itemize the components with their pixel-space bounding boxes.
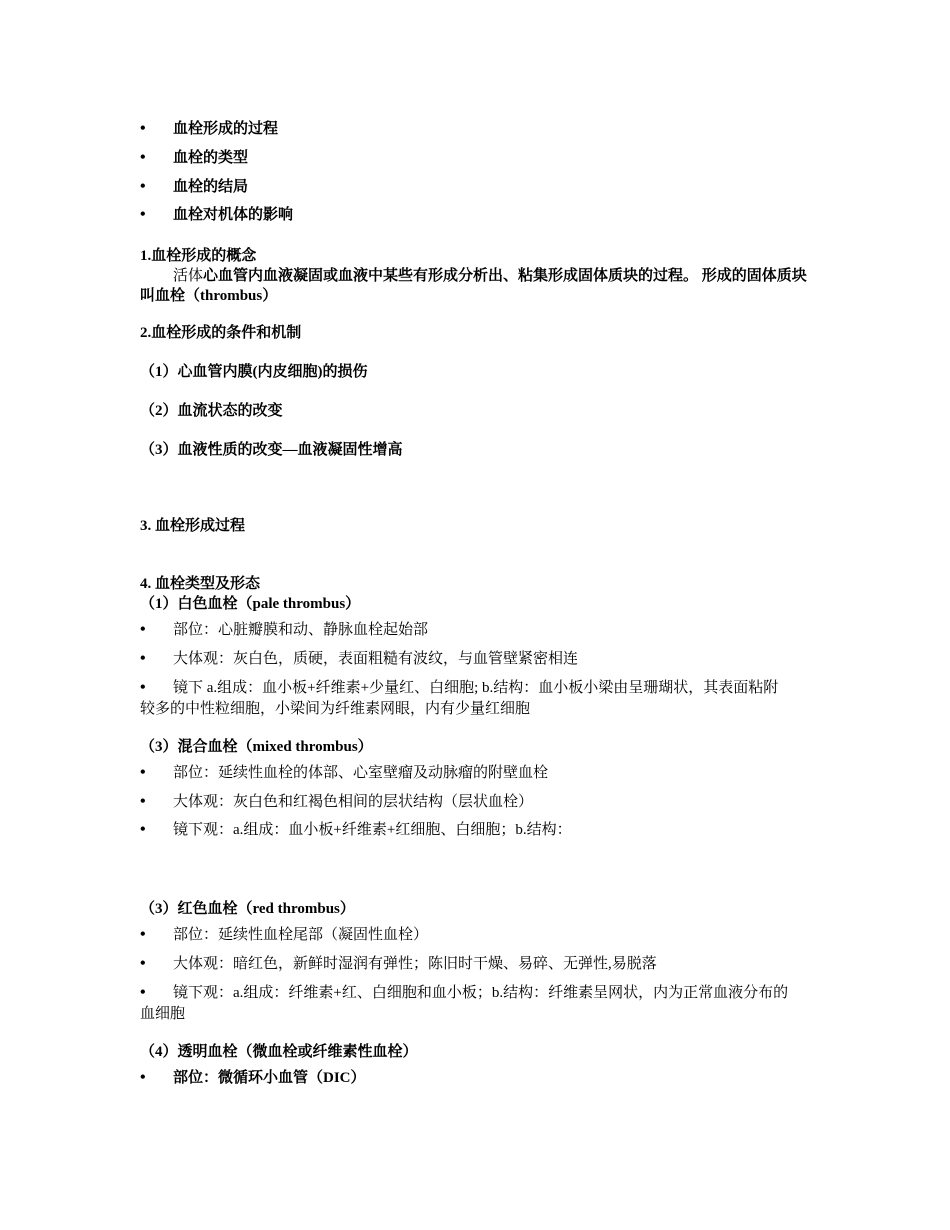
section2-item: （1）心血管内膜(内皮细胞)的损伤 xyxy=(140,364,368,380)
section4-heading: 4. 血栓类型及形态 xyxy=(140,576,261,592)
mixed-thrombus-title: （3）混合血栓（mixed thrombus） xyxy=(140,739,373,755)
bullet-icon: • xyxy=(140,821,146,838)
bullet-icon: • xyxy=(140,120,146,137)
section1-heading: 1.血栓形成的概念 xyxy=(140,248,257,264)
section2-heading: 2.血栓形成的条件和机制 xyxy=(140,325,302,341)
bullet-icon: • xyxy=(140,1069,146,1086)
bullet-icon: • xyxy=(140,178,146,195)
bullet-icon: • xyxy=(140,206,146,223)
bullet-icon: • xyxy=(140,764,146,781)
section1-text-main: 心血管内血液凝固或血液中某些有形成分析出、粘集形成固体质块的过程。 形成的固体质块叫血栓（thrombus） xyxy=(140,268,807,304)
bullet-icon: • xyxy=(140,679,146,696)
red-thrombus-title: （3）红色血栓（red thrombus） xyxy=(140,901,355,917)
section2-item: （3）血液性质的改变—血液凝固性增高 xyxy=(140,442,403,458)
hyaline-thrombus-title: （4）透明血栓（微血栓或纤维素性血栓） xyxy=(140,1044,418,1060)
bullet-icon: • xyxy=(140,650,146,667)
section3-heading: 3. 血栓形成过程 xyxy=(140,518,246,534)
white-thrombus-title: （1）白色血栓（pale thrombus） xyxy=(140,596,361,612)
section1-text xyxy=(140,266,812,306)
bullet-icon: • xyxy=(140,955,146,972)
bullet-icon: • xyxy=(140,926,146,943)
white-thrombus-micro-cont: 较多的中性粒细胞，小梁间为纤维素网眼，内有少量红细胞 xyxy=(140,701,531,717)
bullet-icon: • xyxy=(140,793,146,810)
bullet-icon: • xyxy=(140,621,146,638)
red-thrombus-micro-cont: 血细胞 xyxy=(140,1006,186,1022)
bullet-icon: • xyxy=(140,149,146,166)
section2-item: （2）血流状态的改变 xyxy=(140,403,283,419)
bullet-icon: • xyxy=(140,984,146,1001)
document-page: • 血栓形成的过程 • 血栓的类型 • 血栓的结局 • 血栓对机体的影响 1.血栓形成的概念 活体心血管内血液凝固或血液中某些有形成分析出、粘集形成固体质块的过程。 形成的固体质块叫血栓（thrombus） 2.血栓形成的条件和机制 （1）心血管内膜(内皮细胞)的损伤 （2）血流状态的改变 （3）血液性质的改变—血液凝固性增高 3. 血栓形成过程 4. 血栓类型及形态 （1）白色血栓（pale thrombus） • 部位：心脏瓣膜和动、静脉血栓起始部 • 大体观：灰白色，质硬，表面粗糙有波纹，与血管壁紧密相连 • 镜下 a.组成：血小板+纤维素+少量红、白细胞; b.结构：血小板小梁由呈珊瑚状，其表面粘附 较多的中性粒细胞，小梁间为纤维素网眼，内有少量红细胞 （3）混合血栓（mixed thrombus） • 部位：延续性血栓的体部、心室壁瘤及动脉瘤的附壁血栓 • 大体观：灰白色和红褐色相间的层状结构（层状血栓） • 镜下观：a.组成：血小板+纤维素+红细胞、白细胞；b.结构： （3）红色血栓（red thrombus） • 部位：延续性血栓尾部（凝固性血栓） • 大体观：暗红色，新鲜时湿润有弹性；陈旧时干燥、易碎、无弹性,易脱落 • 镜下观：a.组成：纤维素+红、白细胞和血小板；b.结构：纤维素呈网状，内为正常血液分布的 血细胞 （4）透明血栓（微血栓或纤维素性血栓） • 部位：微循环小血管（DIC） xyxy=(140,0,812,1230)
section1-text-prefix: 活体 xyxy=(173,268,204,284)
